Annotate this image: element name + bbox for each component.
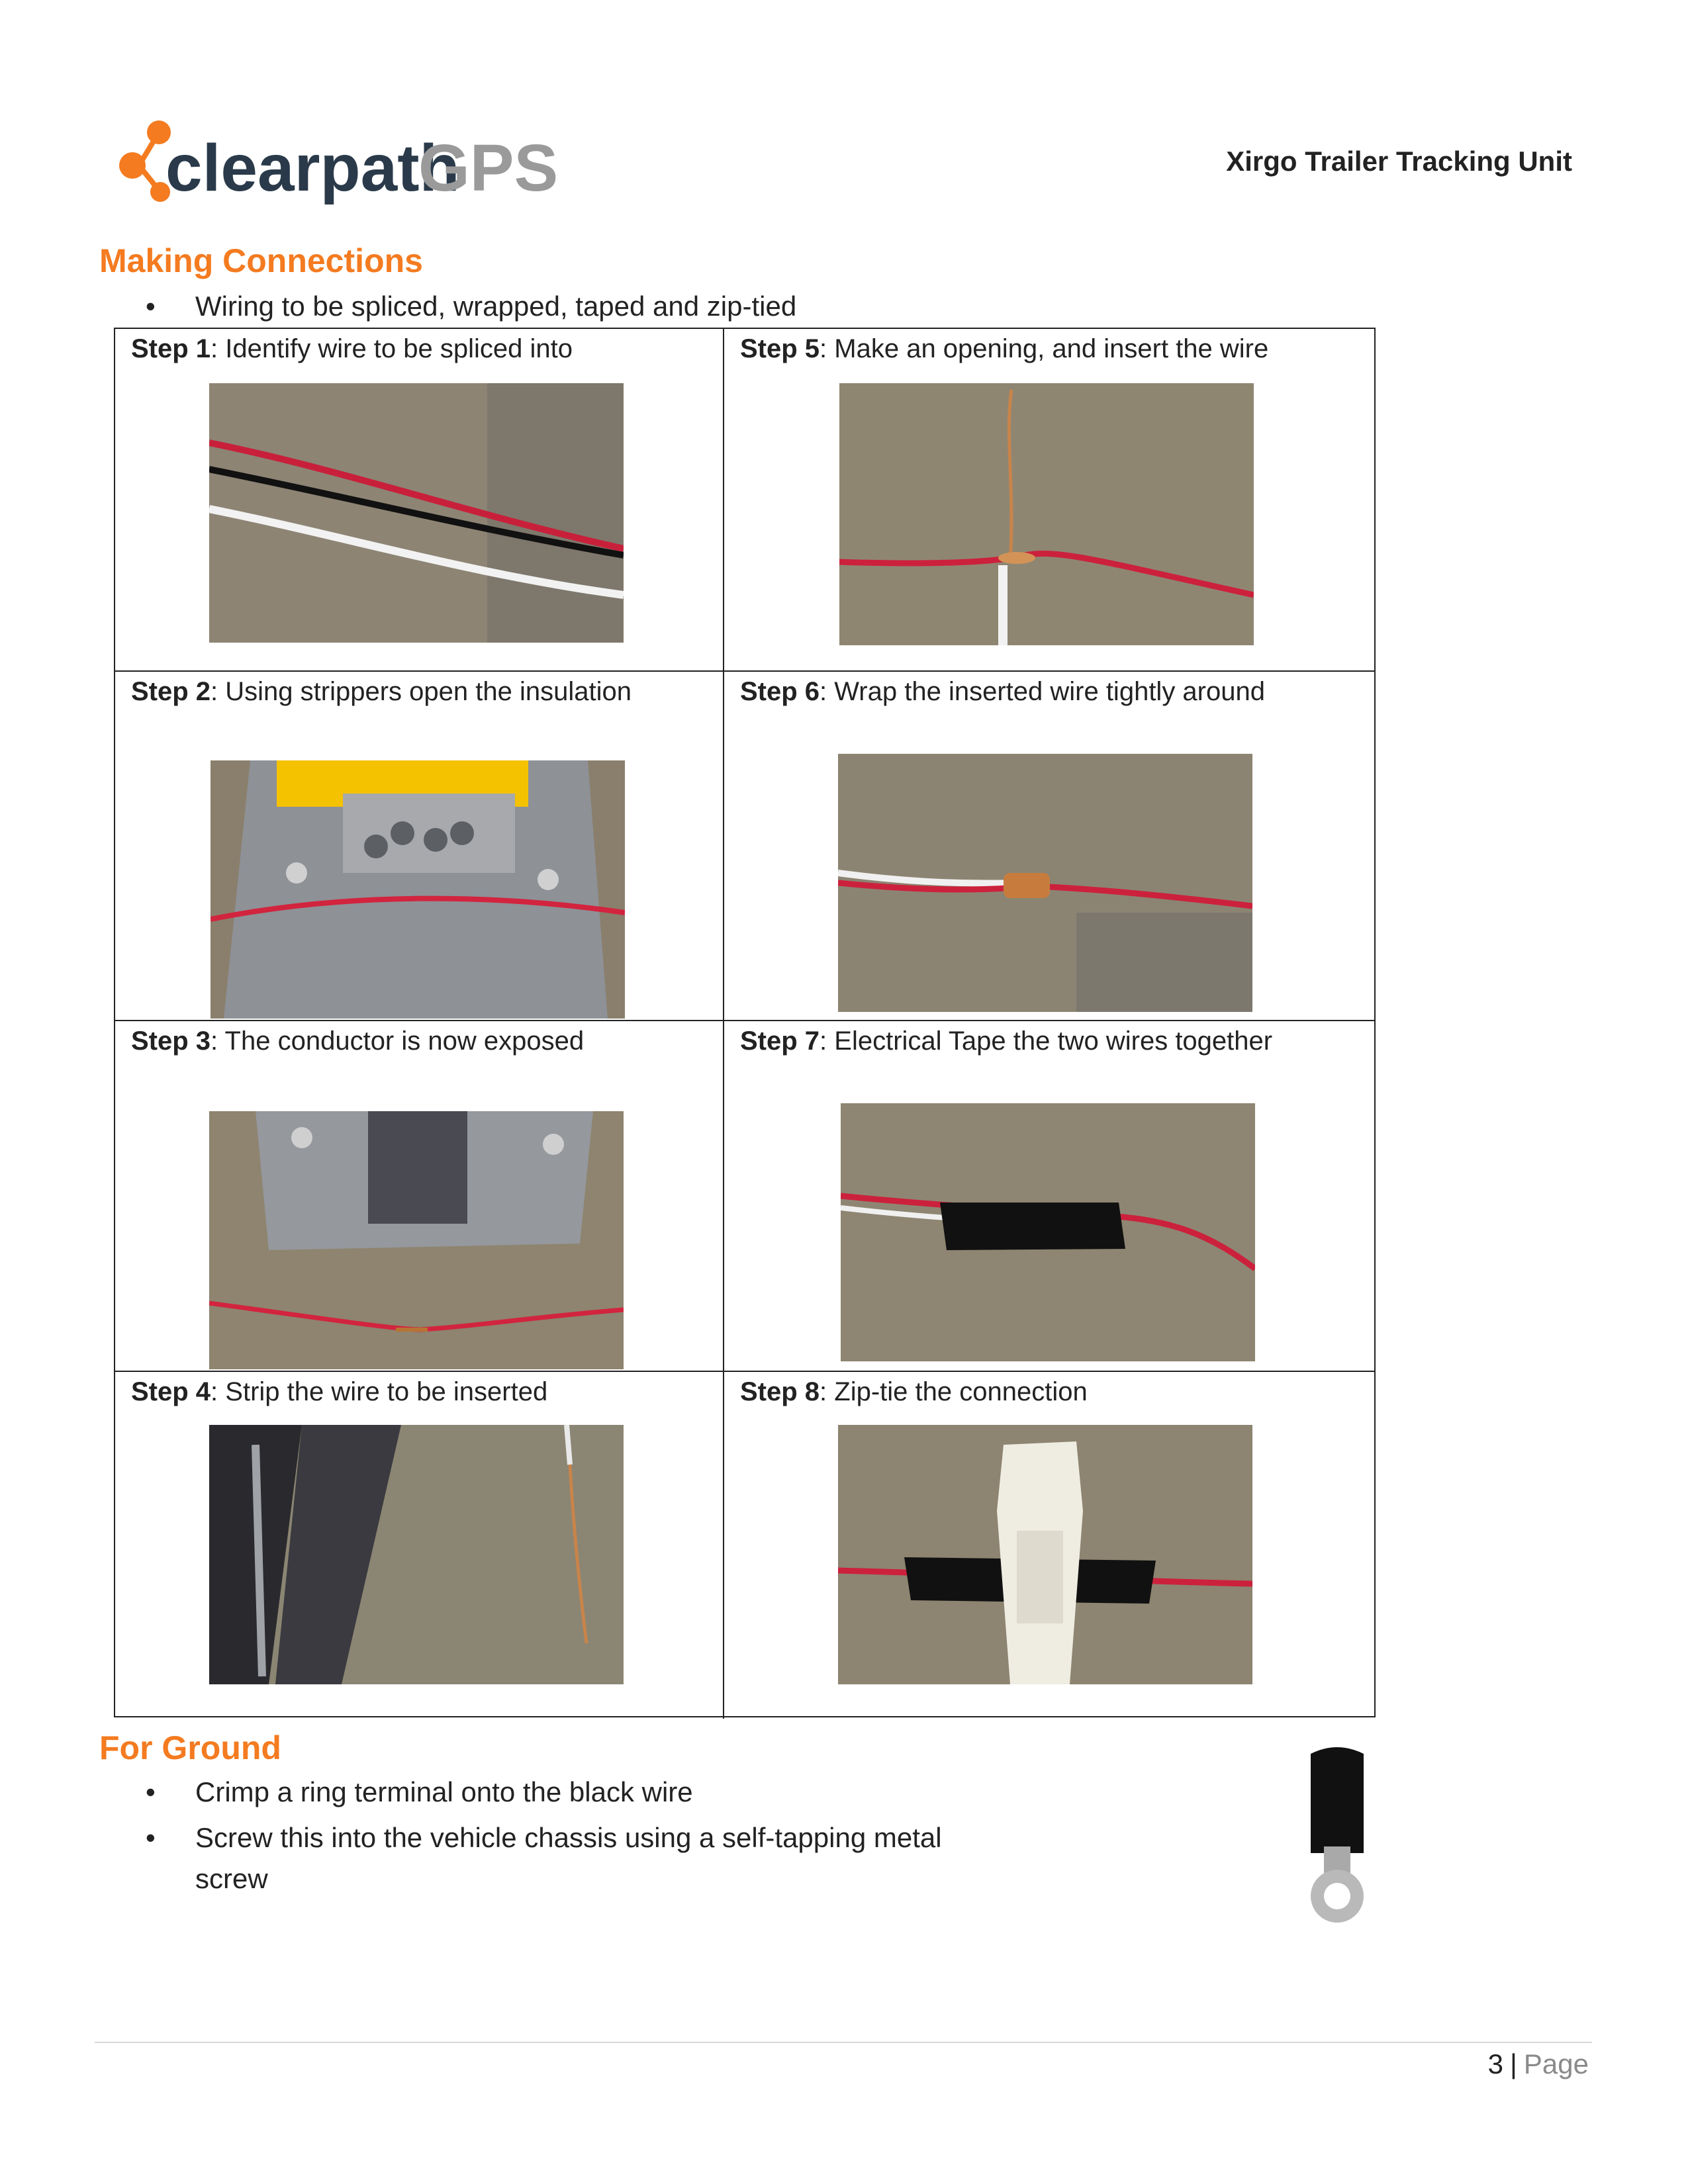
logo-text-primary: clearpath [165, 131, 460, 205]
bullet-text: Wiring to be spliced, wrapped, taped and zip-tied [195, 291, 797, 322]
footer-divider [95, 2042, 1592, 2043]
bullet-dot-icon: • [146, 1822, 156, 1853]
page-number: 3 [1487, 2048, 1503, 2079]
step-cell-2 [115, 672, 724, 1021]
step-caption: Step 4: Strip the wire to be inserted [131, 1377, 548, 1406]
logo-mark-icon [119, 120, 171, 202]
step-cell-8 [724, 1372, 1374, 1719]
step-cell-7 [724, 1021, 1374, 1372]
stripped-wire-photo [209, 1425, 624, 1684]
step-cell-3 [115, 1021, 724, 1372]
step-caption: Step 3: The conductor is now exposed [131, 1026, 585, 1056]
bullet-dot-icon: • [146, 1776, 156, 1807]
step-caption: Step 6: Wrap the inserted wire tightly around [740, 677, 1265, 706]
taped-wire-photo [841, 1103, 1255, 1361]
zip-tie-photo [838, 1425, 1252, 1684]
exposed-conductor-photo [209, 1111, 624, 1369]
section-heading-for-ground: For Ground [99, 1729, 281, 1766]
footer-separator: | [1509, 2048, 1517, 2079]
bullet-text: Crimp a ring terminal onto the black wire [195, 1776, 693, 1807]
clearpathgps-logo [113, 119, 576, 205]
three-wires-photo [209, 383, 624, 643]
document-title: Xirgo Trailer Tracking Unit [1226, 146, 1572, 177]
step-caption: Step 2: Using strippers open the insulation [131, 677, 632, 706]
step-caption: Step 5: Make an opening, and insert the wire [740, 334, 1269, 363]
step-cell-4 [115, 1372, 724, 1719]
step-cell-1 [115, 329, 724, 672]
step-caption: Step 8: Zip-tie the connection [740, 1377, 1088, 1406]
step-cell-5 [724, 329, 1374, 672]
step-cell-6 [724, 672, 1374, 1021]
page-footer [1488, 2048, 1589, 2080]
step-caption: Step 1: Identify wire to be spliced into [131, 334, 573, 363]
wrapped-wire-photo [838, 754, 1252, 1012]
section-heading-making-connections: Making Connections [99, 242, 423, 279]
step-caption: Step 7: Electrical Tape the two wires together [740, 1026, 1273, 1056]
bullet-dot-icon: • [146, 291, 156, 322]
wire-stripper-photo [211, 760, 625, 1019]
inserted-wire-photo [839, 383, 1254, 645]
steps-table [114, 328, 1376, 1717]
ring-terminal-icon [1297, 1741, 1377, 1926]
logo-text-secondary: GPS [418, 131, 559, 205]
bullet-text: Screw this into the vehicle chassis using a self-tapping metal screw [195, 1822, 942, 1894]
page-label: Page [1523, 2048, 1589, 2079]
